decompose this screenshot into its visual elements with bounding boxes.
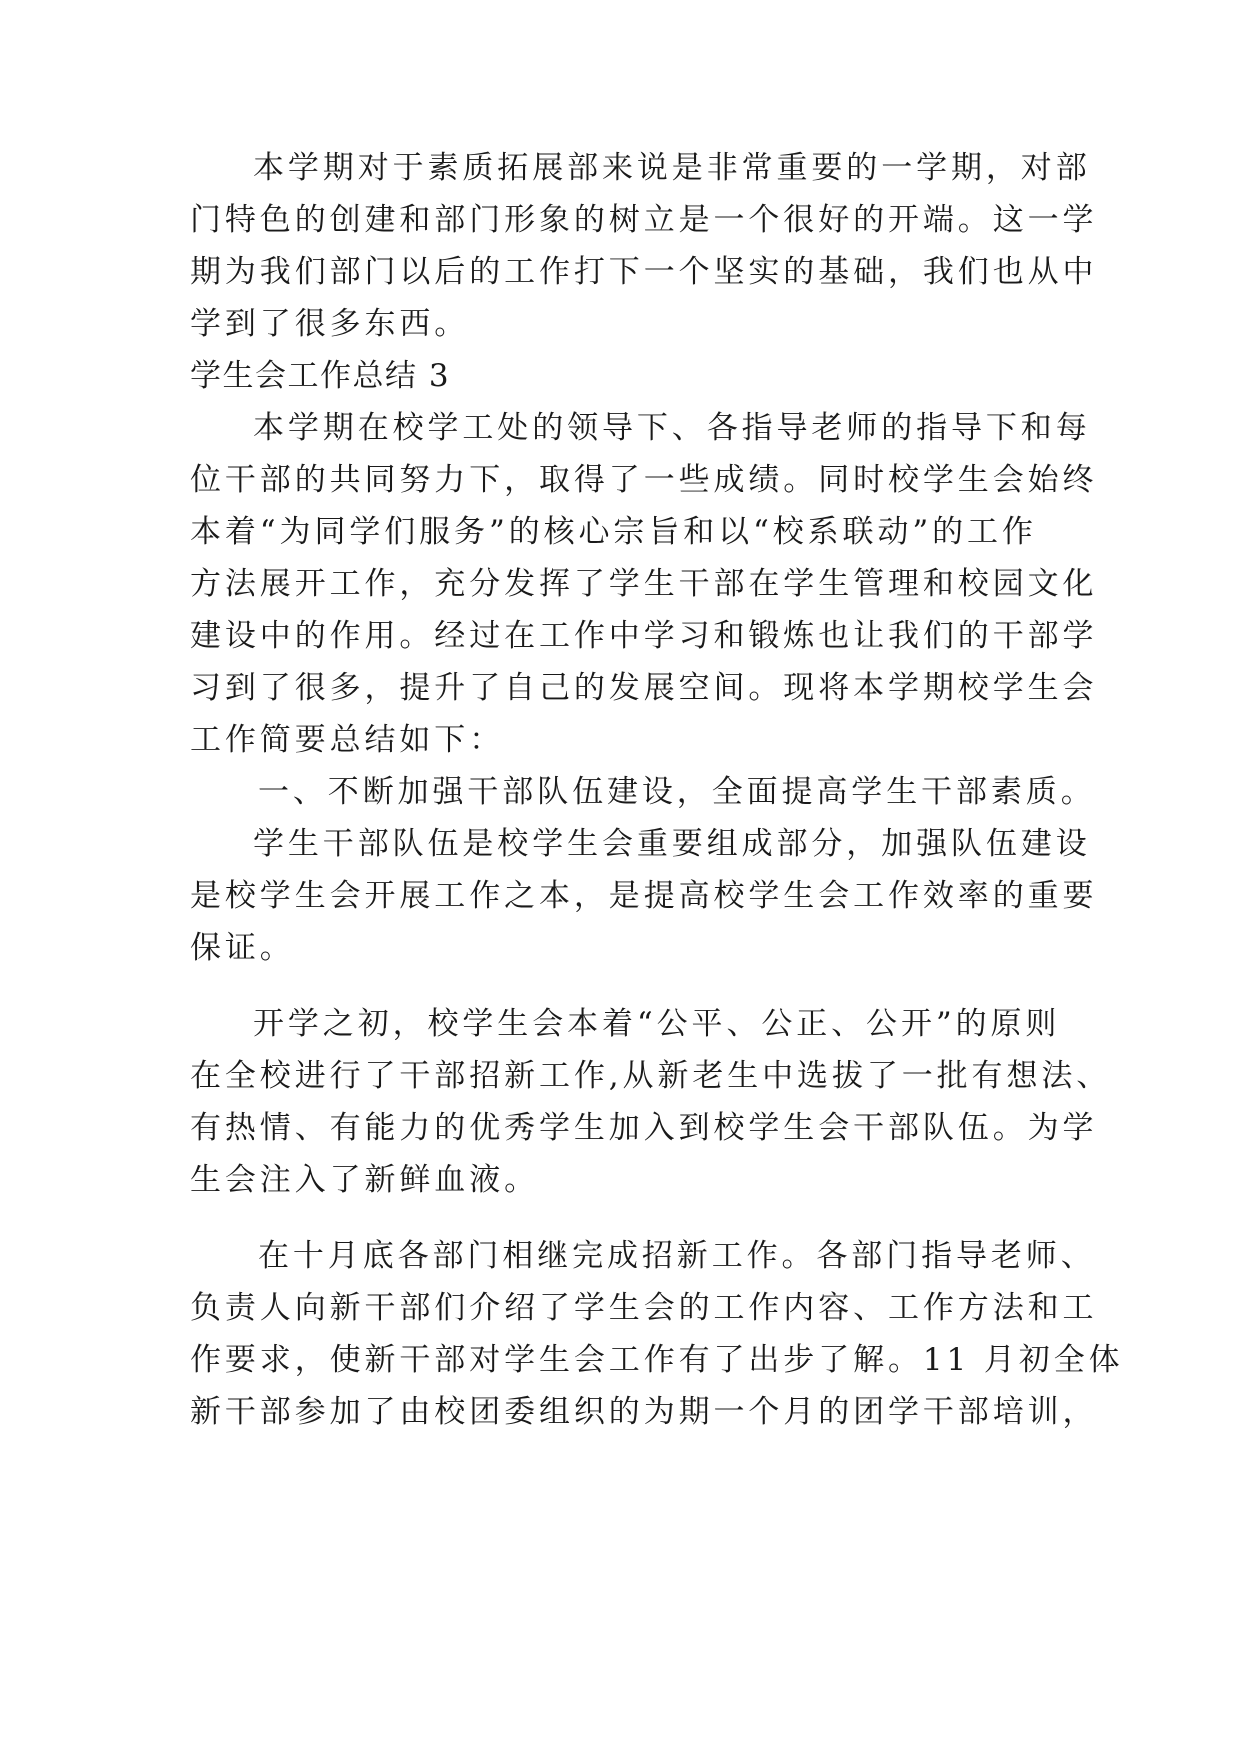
section-heading: 学生会工作总结 3 — [190, 358, 451, 394]
paragraph-4-line-2: 在全校进行了干部招新工作,从新老生中选拔了一批有想法、 — [190, 1058, 1112, 1094]
paragraph-1-line-2: 门特色的创建和部门形象的树立是一个很好的开端。这一学 — [190, 202, 1098, 238]
paragraph-2-line-6: 习到了很多，提升了自己的发展空间。现将本学期校学生会 — [190, 670, 1098, 706]
paragraph-2-line-1: 本学期在校学工处的领导下、各指导老师的指导下和每 — [253, 410, 1091, 446]
paragraph-1-line-1: 本学期对于素质拓展部来说是非常重要的一学期，对部 — [253, 150, 1091, 186]
paragraph-4-line-3: 有热情、有能力的优秀学生加入到校学生会干部队伍。为学 — [190, 1110, 1098, 1146]
paragraph-4-line-4: 生会注入了新鲜血液。 — [190, 1162, 539, 1198]
paragraph-3-line-2: 是校学生会开展工作之本，是提高校学生会工作效率的重要 — [190, 878, 1098, 914]
paragraph-2-line-3: 本着“为同学们服务”的核心宗旨和以“校系联动”的工作 — [190, 514, 1037, 550]
paragraph-2-line-5: 建设中的作用。经过在工作中学习和锻炼也让我们的干部学 — [190, 618, 1098, 654]
paragraph-2-line-4: 方法展开工作，充分发挥了学生干部在学生管理和校园文化 — [190, 566, 1098, 602]
paragraph-3-line-3: 保证。 — [190, 930, 295, 966]
paragraph-2-line-2: 位干部的共同努力下，取得了一些成绩。同时校学生会始终 — [190, 462, 1098, 498]
paragraph-5-line-1: 在十月底各部门相继完成招新工作。各部门指导老师、 — [258, 1238, 1096, 1274]
paragraph-3-line-1: 学生干部队伍是校学生会重要组成部分，加强队伍建设 — [253, 826, 1091, 862]
paragraph-5-line-4: 新干部参加了由校团委组织的为期一个月的团学干部培训， — [190, 1394, 1098, 1430]
paragraph-4-line-1: 开学之初，校学生会本着“公平、公正、公开”的原则 — [253, 1006, 1061, 1042]
paragraph-1-line-4: 学到了很多东西。 — [190, 306, 470, 342]
paragraph-2-line-7: 工作简要总结如下： — [190, 722, 505, 758]
paragraph-1-line-3: 期为我们部门以后的工作打下一个坚实的基础，我们也从中 — [190, 254, 1098, 290]
section-1-title: 一、不断加强干部队伍建设，全面提高学生干部素质。 — [258, 774, 1096, 810]
paragraph-5-line-2: 负责人向新干部们介绍了学生会的工作内容、工作方法和工 — [190, 1290, 1098, 1326]
paragraph-5-line-3: 作要求，使新干部对学生会工作有了出步了解。11 月初全体 — [190, 1342, 1124, 1378]
